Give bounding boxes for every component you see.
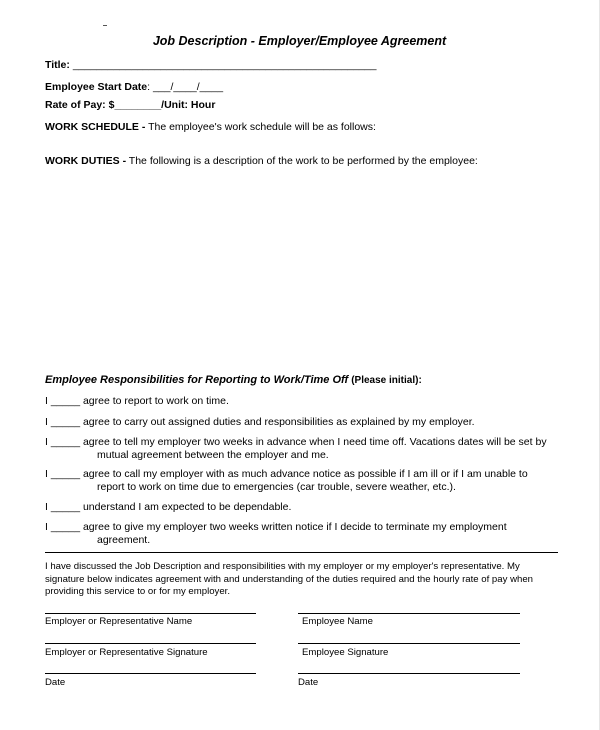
work-duties-label: WORK DUTIES -: [45, 155, 127, 167]
employee-signature-label: Employee Signature: [302, 647, 389, 658]
title-blank: ____________________________________________________: [72, 59, 377, 71]
work-duties-text: The following is a description of the work to be performed by the employee:: [126, 155, 478, 167]
responsibility-item: [45, 468, 565, 494]
work-schedule-text: The employee's work schedule will be as follows:: [145, 121, 376, 133]
responsibility-continuation: agreement.: [97, 534, 151, 546]
rate-blank: $________/Unit: Hour: [105, 99, 216, 111]
employer-name-line[interactable]: [45, 613, 256, 614]
responsibility-text: agree to call my employer with as much advance notice as possible if I am ill or if I am unable to: [82, 468, 528, 480]
rate-of-pay-field: [45, 99, 215, 111]
employer-date-label: Date: [45, 677, 66, 688]
responsibilities-heading: [45, 374, 422, 386]
employee-signature-line[interactable]: [298, 643, 520, 644]
responsibility-text: agree to report to work on time.: [82, 395, 229, 407]
responsibilities-heading-text: Employee Responsibilities for Reporting to Work/Time Off: [45, 374, 349, 386]
responsibility-text: agree to tell my employer two weeks in advance when I need time off. Vacations dates will be set by: [82, 436, 547, 448]
scan-mark: [103, 25, 107, 26]
responsibility-item: [45, 395, 565, 408]
responsibility-item: [45, 521, 565, 547]
employee-date-label: Date: [298, 677, 319, 688]
start-date-field: [45, 81, 223, 93]
initial-blank: I _____: [45, 436, 81, 448]
responsibility-continuation: mutual agreement between the employer and me.: [97, 449, 329, 461]
document-title: Job Description - Employer/Employee Agreement: [152, 34, 447, 48]
employer-name-label: Employer or Representative Name: [45, 616, 193, 627]
initial-blank: I _____: [45, 416, 81, 428]
employee-name-line[interactable]: [298, 613, 520, 614]
responsibilities-heading-note: (Please initial):: [351, 375, 422, 386]
employee-date-line[interactable]: [298, 673, 520, 674]
acknowledgement-text: I have discussed the Job Description and responsibilities with my employer or my employer's representative. My signature below indicates agreement with and understanding of the duties required and the hourly rate of pay when providing this service to or for my employer.: [45, 561, 533, 597]
employer-date-line[interactable]: [45, 673, 256, 674]
start-date-blank: : ___/____/____: [147, 81, 224, 93]
work-schedule-label: WORK SCHEDULE -: [45, 121, 146, 133]
employer-signature-label: Employer or Representative Signature: [45, 647, 208, 658]
title-field: [45, 59, 377, 71]
initial-blank: I _____: [45, 501, 81, 513]
work-duties-section: [45, 155, 478, 167]
start-date-label: Employee Start Date: [45, 81, 148, 93]
employer-signature-line[interactable]: [45, 643, 256, 644]
responsibility-continuation: report to work on time due to emergencies (car trouble, severe weather, etc.).: [97, 481, 456, 493]
responsibility-text: agree to carry out assigned duties and responsibilities as explained by my employer.: [82, 416, 475, 428]
work-schedule-section: [45, 121, 376, 133]
responsibility-text: understand I am expected to be dependable.: [82, 501, 292, 513]
title-label: Title:: [45, 59, 70, 71]
rate-label: Rate of Pay:: [45, 99, 106, 111]
initial-blank: I _____: [45, 468, 81, 480]
responsibility-item: [45, 501, 565, 514]
employee-name-label: Employee Name: [302, 616, 373, 627]
section-divider: [45, 552, 558, 553]
responsibility-item: [45, 416, 565, 429]
responsibility-item: [45, 436, 565, 462]
responsibility-text: agree to give my employer two weeks written notice if I decide to terminate my employment: [82, 521, 507, 533]
initial-blank: I _____: [45, 521, 81, 533]
initial-blank: I _____: [45, 395, 81, 407]
